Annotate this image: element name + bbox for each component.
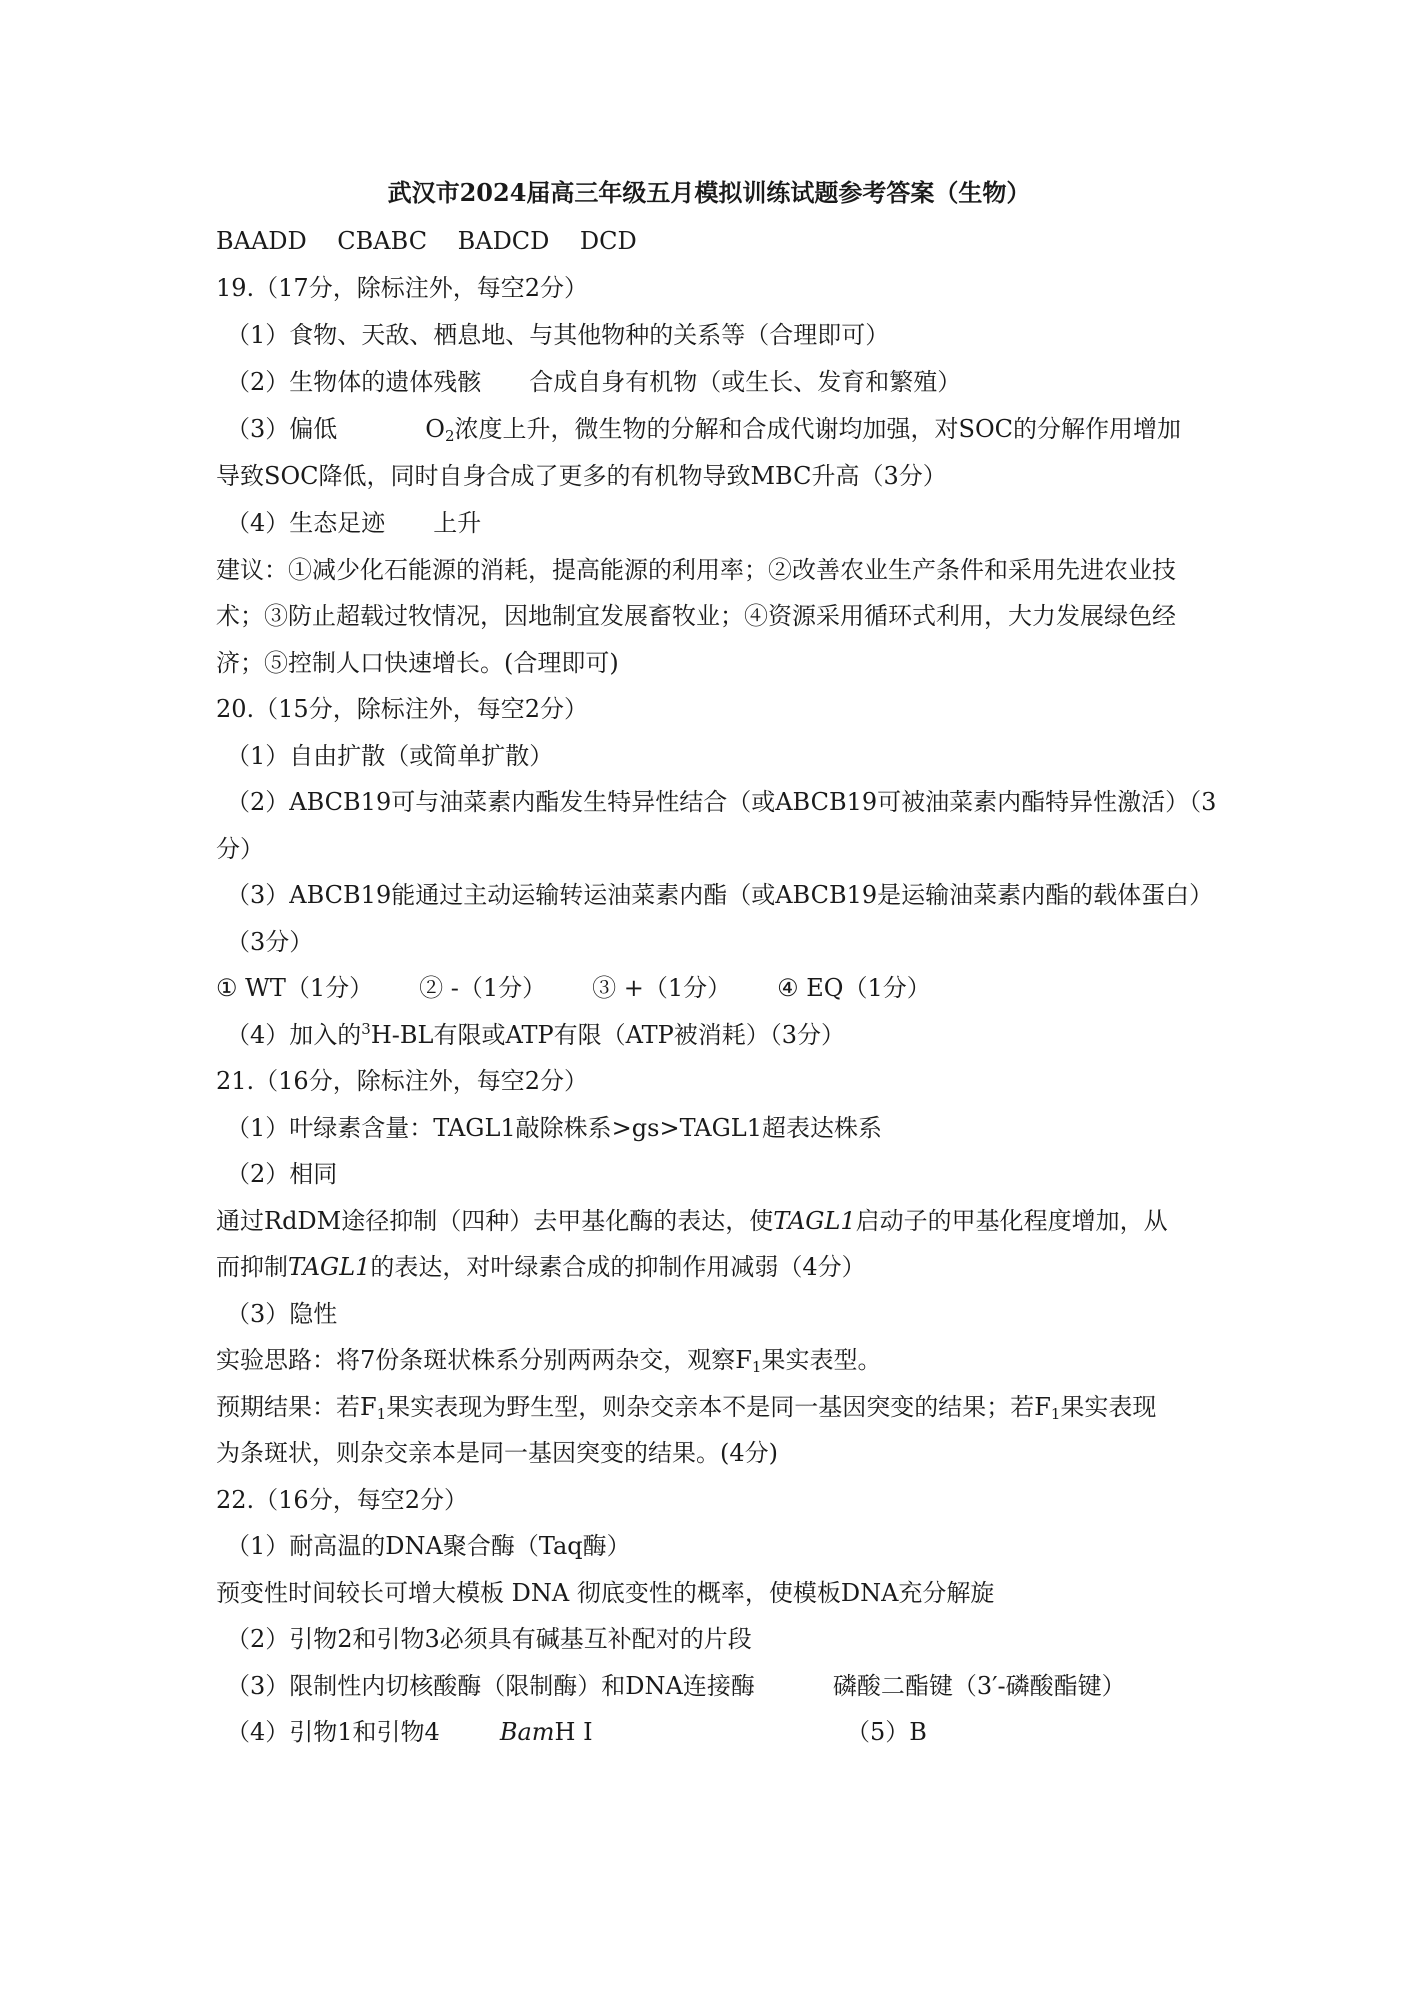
q21-part3: （3）隐性 bbox=[226, 1300, 338, 1328]
q20-part3: （3）ABCB19能通过主动运输转运油菜素内酯（或ABCB19是运输油菜素内酯的载体蛋白） bbox=[226, 881, 1214, 909]
q21-header: 21.（16分，除标注外，每空2分） bbox=[216, 1067, 588, 1095]
q22-part4-answer-a: （4）引物1和引物4 bbox=[226, 1718, 440, 1746]
q20-part2: （2）ABCB19可与油菜素内酯发生特异性结合（或ABCB19可被油菜素内酯特异性激活）（3 bbox=[226, 788, 1217, 816]
q22-enzyme-italic: Bam bbox=[499, 1718, 555, 1746]
q21-f1-subscript: 1 bbox=[376, 1405, 387, 1423]
q20-part4-superscript: 3 bbox=[361, 1020, 371, 1038]
q20-part4-prefix: （4）加入的 bbox=[226, 1021, 362, 1049]
q21-part2: （2）相同 bbox=[226, 1160, 338, 1188]
q21-experiment-b: 果实表型。 bbox=[761, 1346, 882, 1374]
q19-part4-answer-b: 上升 bbox=[433, 509, 482, 537]
q19-suggestion-line3: 济；⑤控制人口快速增长。(合理即可) bbox=[216, 649, 619, 677]
q19-part2-answer-a: （2）生物体的遗体残骸 bbox=[226, 368, 482, 396]
q22-part3 bbox=[226, 1671, 1126, 1701]
q19-part3 bbox=[226, 414, 1181, 444]
q19-part4-answer-a: （4）生态足迹 bbox=[226, 509, 386, 537]
q21-expected-result-line1 bbox=[216, 1392, 1156, 1422]
q21-result-a: 预期结果：若F bbox=[216, 1393, 377, 1421]
q20-part4 bbox=[226, 1020, 845, 1050]
q22-part1: （1）耐高温的DNA聚合酶（Taq酶） bbox=[226, 1532, 631, 1560]
q22-part1-explanation: 预变性时间较长可增大模板 DNA 彻底变性的概率，使模板DNA充分解旋 bbox=[216, 1579, 995, 1607]
q20-answer-circle2: ② -（1分） bbox=[419, 974, 547, 1002]
q21-experiment-idea bbox=[216, 1345, 881, 1375]
q22-part4 bbox=[226, 1717, 593, 1747]
q19-part2 bbox=[226, 367, 961, 397]
q21-explanation-d: 的表达，对叶绿素合成的抑制作用减弱（4分） bbox=[370, 1253, 866, 1281]
q19-suggestion-line1: 建议：①减少化石能源的消耗，提高能源的利用率；②改善农业生产条件和采用先进农业技 bbox=[216, 556, 1176, 584]
q19-part1: （1）食物、天敌、栖息地、与其他物种的关系等（合理即可） bbox=[226, 321, 890, 349]
q21-explanation-line2 bbox=[216, 1252, 866, 1282]
q20-table-answers bbox=[216, 973, 931, 1003]
q21-part1: （1）叶绿素含量：TAGL1敲除株系>gs>TAGL1超表达株系 bbox=[226, 1114, 882, 1142]
q21-explanation-b: 启动子的甲基化程度增加，从 bbox=[855, 1207, 1168, 1235]
q19-part2-answer-b: 合成自身有机物（或生长、发育和繁殖） bbox=[529, 368, 962, 396]
q22-header: 22.（16分，每空2分） bbox=[216, 1486, 468, 1514]
q20-answer-circle1: ① WT（1分） bbox=[216, 974, 374, 1002]
q21-gene-name: TAGL1 bbox=[288, 1253, 371, 1281]
q21-expected-result-line2: 为条斑状，则杂交亲本是同一基因突变的结果。(4分) bbox=[216, 1439, 778, 1467]
q20-answer-circle3: ③ +（1分） bbox=[592, 974, 732, 1002]
q19-part3-o2-subscript: 2 bbox=[444, 427, 455, 445]
q22-part3-answer-b: 磷酸二酯键（3′-磷酸酯键） bbox=[832, 1672, 1126, 1700]
q21-explanation-a: 通过RdDM途径抑制（四种）去甲基化酶的表达，使 bbox=[216, 1207, 774, 1235]
q21-result-b: 果实表现为野生型，则杂交亲本不是同一基因突变的结果；若F bbox=[386, 1393, 1051, 1421]
q21-result-c: 果实表现 bbox=[1060, 1393, 1157, 1421]
q21-gene-name: TAGL1 bbox=[773, 1207, 856, 1235]
multiple-choice-answers: BAADD CBABC BADCD DCD bbox=[216, 227, 637, 255]
q19-header: 19.（17分，除标注外，每空2分） bbox=[216, 274, 588, 302]
q19-part3-answer-b: 浓度上升，微生物的分解和合成代谢均加强，对SOC的分解作用增加 bbox=[454, 415, 1181, 443]
q22-enzyme-rest: H I bbox=[554, 1718, 593, 1746]
q22-part5: （5）B bbox=[846, 1718, 927, 1746]
q19-part3-continued: 导致SOC降低，同时自身合成了更多的有机物导致MBC升高（3分） bbox=[216, 462, 947, 490]
q21-explanation-line1 bbox=[216, 1206, 1168, 1236]
q19-part3-o2: O bbox=[425, 415, 445, 443]
q20-part3-continued: （3分） bbox=[226, 928, 314, 956]
q20-header: 20.（15分，除标注外，每空2分） bbox=[216, 695, 588, 723]
q21-experiment-a: 实验思路：将7份条斑状株系分别两两杂交，观察F bbox=[216, 1346, 752, 1374]
q21-f1-subscript: 1 bbox=[751, 1358, 762, 1376]
q20-part4-answer: H-BL有限或ATP有限（ATP被消耗）（3分） bbox=[370, 1021, 846, 1049]
q19-part4 bbox=[226, 508, 481, 538]
q19-suggestion-line2: 术；③防止超载过牧情况，因地制宜发展畜牧业；④资源采用循环式利用，大力发展绿色经 bbox=[216, 602, 1176, 630]
q21-f1-subscript: 1 bbox=[1050, 1405, 1061, 1423]
page-title: 武汉市2024届高三年级五月模拟训练试题参考答案（生物） bbox=[387, 178, 1031, 207]
q20-part2-continued: 分） bbox=[216, 835, 264, 863]
q22-part2: （2）引物2和引物3必须具有碱基互补配对的片段 bbox=[226, 1625, 752, 1653]
q20-part1: （1）自由扩散（或简单扩散） bbox=[226, 742, 554, 770]
q22-part3-answer-a: （3）限制性内切核酸酶（限制酶）和DNA连接酶 bbox=[226, 1672, 755, 1700]
q20-answer-circle4: ④ EQ（1分） bbox=[777, 974, 931, 1002]
q21-explanation-c: 而抑制 bbox=[216, 1253, 288, 1281]
q19-part3-answer-a: （3）偏低 bbox=[226, 415, 338, 443]
